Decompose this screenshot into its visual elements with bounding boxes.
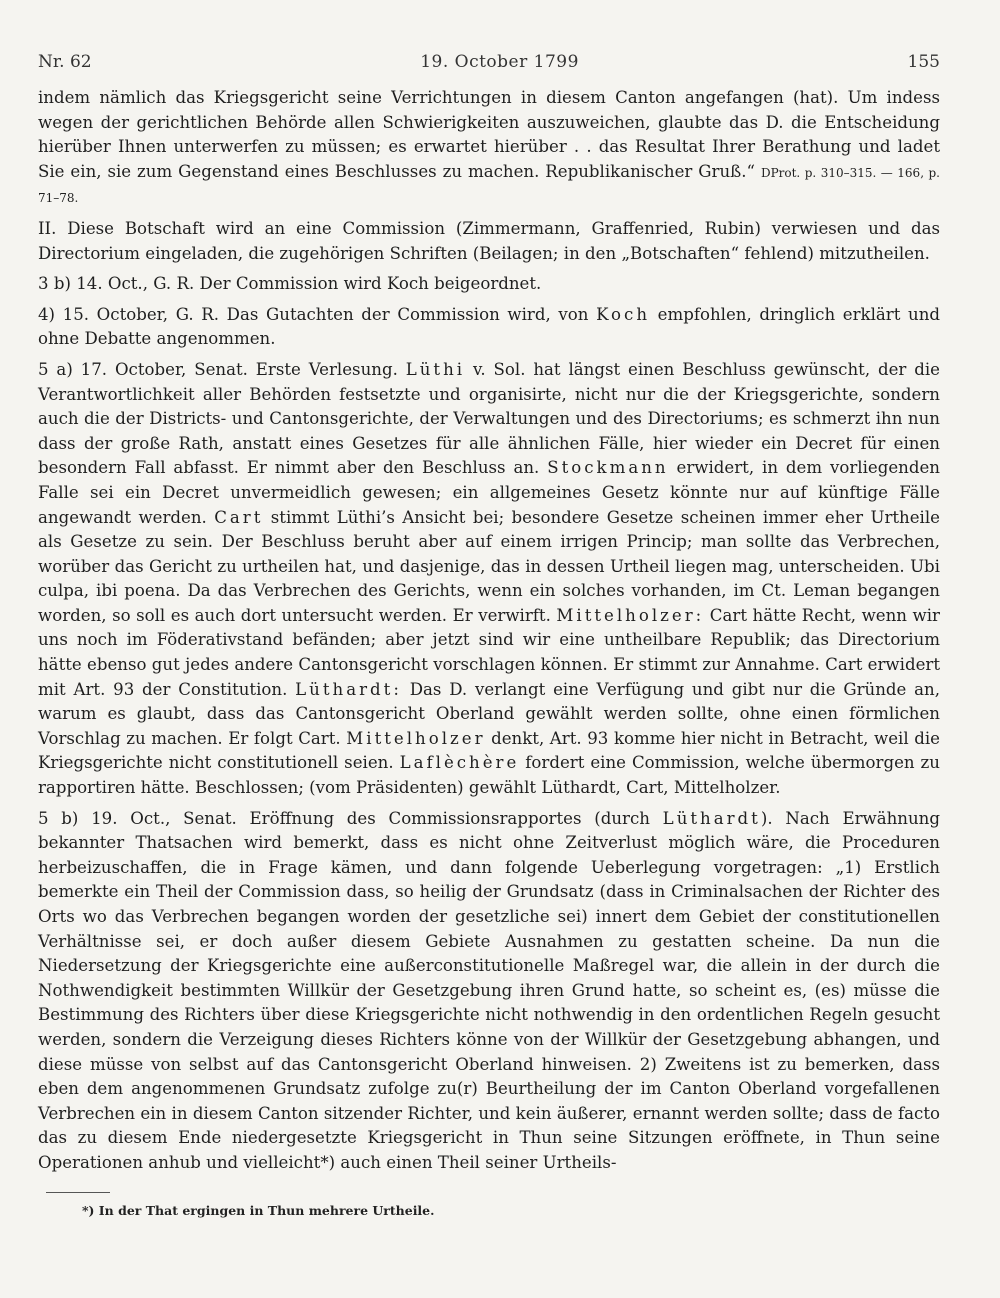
footnote-divider <box>46 1192 110 1193</box>
paragraph-ii: II. Diese Botschaft wird an eine Commission (Zimmermann, Graffenried, Rubin) verwiesen und das Directorium eingeladen, die zugehörigen Schriften (Beilagen; in den „Botschaften“ fehlend) mitzutheilen. <box>38 218 940 263</box>
paragraph-text: denkt, Art. 93 komme hier nicht in Betracht, weil die Kriegsgerichte nicht constitutionell seien. <box>38 728 940 773</box>
speaker-name: Lüthi <box>405 359 466 379</box>
paragraph-3b: 3 b) 14. Oct., G. R. Der Commission wird Koch beigeordnet. <box>38 274 542 294</box>
paragraph-text: 5 b) 19. Oct., Senat. Eröffnung des Commissionsrapportes (durch <box>38 808 663 828</box>
speaker-name: Lüthardt <box>662 808 761 828</box>
speaker-name: Cart <box>214 507 264 527</box>
paragraph-text: Das D. verlangt eine Verfügung und gibt nur die Gründe an, warum es glaubt, dass das Cantonsgericht Oberland gewählt werden sollte, ohne einen förmlichen Vorschlag zu machen. Er folgt Cart. <box>38 679 940 748</box>
document-number: Nr. 62 <box>38 52 92 72</box>
page-number: 155 <box>907 52 940 72</box>
paragraph-text: indem nämlich das Kriegsgericht seine Verrichtungen in diesem Canton angefangen (hat). Um indess wegen der gerichtlichen Behörde allen Schwierigkeiten auszuweichen, glaubte das D. die Entscheidung hierüber Ihnen unterwerfen zu müssen; es erwartet hierüber . . das Resultat Ihrer Berathung und ladet Sie ein, sie zum Gegenstand eines Beschlusses zu machen. Republikanischer Gruß.“ <box>38 88 940 181</box>
header-date: 19. October 1799 <box>420 52 579 72</box>
paragraph-text: 5 a) 17. October, Senat. Erste Verlesung. <box>38 359 406 379</box>
speaker-name: Stockmann <box>547 458 669 478</box>
paragraph-message-end <box>38 86 940 211</box>
paragraph-text: stimmt Lüthi’s Ansicht bei; besondere Gesetze scheinen immer eher Urtheile als Gesetze zu sein. Der Beschluss beruht aber auf einem irrigen Princip; man sollte das Verbrechen, worüber das Gericht zu urtheilen hat, und dasjenige, das in dessen Urtheil liegen mag, unterscheiden. Ubi culpa, ibi poena. Da das Verbrechen des Gerichts, wenn ein solches vorhanden, im Ct. Leman begangen worden, so soll es auch dort untersucht werden. Er verwirft. <box>38 507 940 625</box>
paragraph-text: fordert eine Commission, welche übermorgen zu rapportiren hätte. Beschlossen; (vom Präsidenten) gewählt Lüthardt, Cart, Mittelholzer. <box>38 753 940 798</box>
protocol-reference: DProt. p. 310–315. — 166, p. 71–78. <box>38 165 940 206</box>
paragraph-text: Cart hätte Recht, wenn wir uns noch im Föderativstand befänden; aber jetzt sind wir eine untheilbare Republik; das Directorium hätte ebenso gut jedes andere Cantonsgericht vorschlagen können. Er stimmt zur Annahme. Cart erwidert mit Art. 93 der Constitution. <box>38 605 940 699</box>
paragraph-text: ). Nach Erwähnung bekannter Thatsachen wird bemerkt, dass es nicht ohne Zeitverlust möglich wäre, die Proceduren herbeizuschaffen, die in Frage kämen, und dann folgende Ueberlegung vorgetragen: „1) Erstlich bemerkte ein Theil der Commission dass, so heilig der Grundsatz (dass in Criminalsachen der Richter des Orts wo das Verbrechen begangen worden der gesetzliche sei) innert dem Gebiet der constitutionellen Verhältnisse sei, er doch außer diesem Gebiete Ausnahmen zu gestatten scheine. Da nun die Niedersetzung der Kriegsgerichte eine außerconstitutionelle Maßregel war, die allein in der durch die Nothwendigkeit bestimmten Willkür der Gesetzgebung ihren Grund hatte, so scheint es, (es) müsse die Bestimmung des Richters über diese Kriegsgerichte nicht nothwendig in den ordentlichen Regeln gesucht werden, sondern die Verzeigung dieses Richters könne von der Willkür der Gesetzgebung abhangen, und diese müsse von selbst auf das Cantonsgericht Oberland hinweisen. 2) Zweitens ist zu bemerken, dass eben dem angenommenen Grundsatz zufolge zu(r) Beurtheilung der im Canton Oberland vorgefallenen Verbrechen ein in diesem Canton sitzender Richter, und kein äußerer, ernannt werden sollte; dass de facto das zu diesem Ende niedergesetzte Kriegsgericht in Thun seine Sitzungen eröffnete, in Thun seine Operationen anhub und vielleicht*) auch einen Theil seiner Urtheils- <box>38 808 940 1172</box>
speaker-name: Mittelholzer <box>346 728 486 748</box>
footnote: *) In der That ergingen in Thun mehrere Urtheile. <box>82 1202 435 1218</box>
speaker-name: Mittelholzer: <box>556 605 705 625</box>
speaker-name: Koch <box>596 304 651 324</box>
body-text <box>38 86 940 1176</box>
paragraph-4 <box>38 303 940 352</box>
paragraph-text: v. Sol. hat längst einen Beschluss gewünscht, der die Verantwortlichkeit aller Behörden festsetzte und organisirte, nicht nur die der Kriegsgerichte, sondern auch die der Districts- und Cantonsgerichte, der Verwaltungen und des Directoriums; es schmerzt ihn nun dass der große Rath, anstatt eines Gesetzes für alle ähnlichen Fälle, hier wieder ein Decret für einen besondern Fall abfasst. Er nimmt aber den Beschluss an. <box>38 359 940 478</box>
paragraph-5a <box>38 358 940 801</box>
paragraph-text: empfohlen, dringlich erklärt und ohne Debatte angenommen. <box>38 304 940 349</box>
paragraph-5b <box>38 807 940 1176</box>
speaker-name: Laflèchère <box>399 753 520 773</box>
paragraph-text: 4) 15. October, G. R. Das Gutachten der Commission wird, von <box>38 304 597 324</box>
paragraph-text: erwidert, in dem vorliegenden Falle sei ein Decret unvermeidlich gewesen; ein allgemeines Gesetz könnte nur auf künftige Fälle angewandt werden. <box>38 458 940 527</box>
speaker-name: Lüthardt: <box>295 679 402 699</box>
running-header <box>38 52 940 72</box>
